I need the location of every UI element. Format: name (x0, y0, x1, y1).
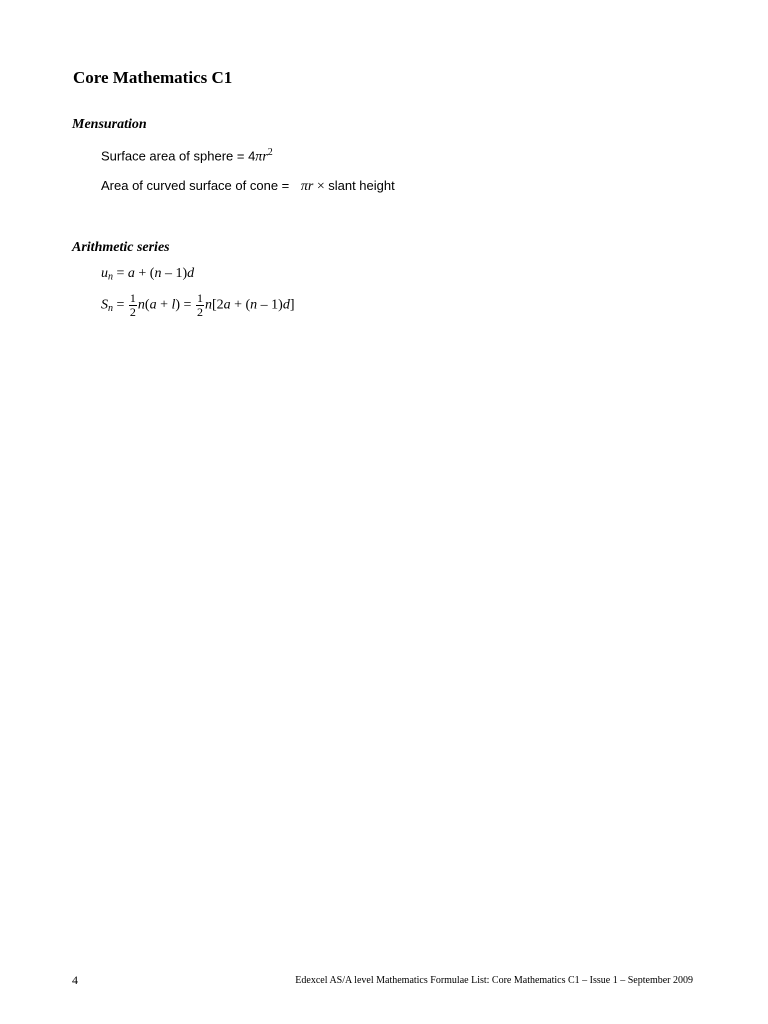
fraction-half (129, 292, 137, 318)
exponent: 2 (267, 147, 273, 158)
equals: = (113, 266, 128, 281)
u-symbol: u (101, 266, 108, 281)
plus: + (156, 297, 172, 313)
formula-sum-of-series (101, 292, 295, 318)
variable-n: n (154, 266, 162, 281)
fraction-denominator: 2 (129, 304, 136, 319)
fraction-denominator: 2 (196, 304, 203, 319)
page-number: 4 (72, 973, 78, 987)
pi-symbol: π (300, 179, 308, 194)
subscript-n: n (108, 271, 113, 283)
close-paren-equals: ) = (175, 297, 195, 313)
variable-n: n (250, 297, 258, 313)
variable-l: l (171, 297, 176, 313)
pi-symbol: π (255, 149, 263, 165)
minus-one: – 1) (257, 297, 283, 313)
close-bracket: ] (289, 297, 295, 313)
s-symbol: S (101, 297, 108, 313)
minus-one: – 1) (161, 266, 188, 281)
variable-a: a (127, 266, 135, 281)
variable-d: d (187, 266, 195, 281)
fraction-half (196, 292, 204, 318)
fraction-numerator: 1 (129, 291, 136, 305)
page-title: Core Mathematics C1 (73, 68, 233, 87)
variable-r: r (307, 179, 314, 194)
slant-height-text: slant height (328, 178, 395, 193)
formula-label: Area of curved surface of cone = (101, 178, 293, 193)
formula-label: Surface area of sphere = 4 (101, 148, 256, 164)
open-bracket-two: [2 (211, 297, 224, 313)
section-heading-arithmetic-series: Arithmetic series (72, 240, 170, 255)
variable-d: d (282, 297, 290, 313)
fraction-numerator: 1 (196, 291, 203, 305)
variable-n: n (204, 297, 212, 313)
plus-open: + ( (134, 266, 155, 281)
open-paren: ( (144, 297, 150, 313)
formula-nth-term (101, 267, 194, 283)
variable-r: r (262, 149, 268, 165)
variable-n: n (137, 297, 145, 313)
subscript-n: n (108, 302, 113, 314)
formula-sphere-surface-area (101, 148, 273, 165)
times-symbol: × (313, 179, 329, 194)
variable-a: a (149, 297, 157, 313)
footer-text: Edexcel AS/A level Mathematics Formulae List: Core Mathematics C1 – Issue 1 – September 2009 (295, 975, 693, 986)
variable-a: a (223, 297, 231, 313)
plus-open: + ( (230, 297, 251, 313)
section-heading-mensuration: Mensuration (72, 117, 147, 132)
equals: = (113, 297, 128, 313)
formula-cone-curved-surface (101, 179, 395, 194)
